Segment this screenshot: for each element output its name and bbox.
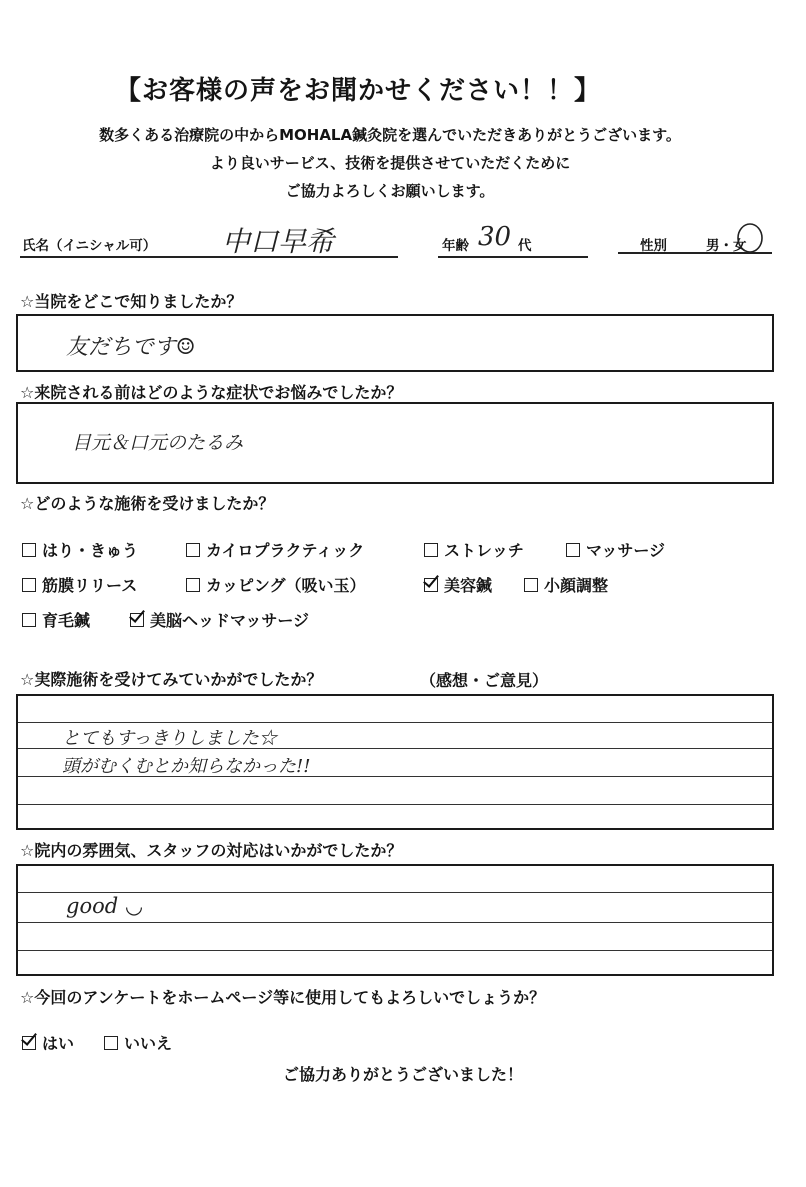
option-label: マッサージ [586, 541, 666, 560]
answer-4-line-1: とてもすっきりしました☆ [62, 728, 277, 749]
answer-box-1[interactable] [16, 314, 774, 372]
option-stretch[interactable] [424, 538, 524, 561]
ruled-line [18, 922, 772, 923]
ruled-line [18, 722, 772, 723]
option-label: カッピング（吸い玉） [206, 576, 366, 595]
checkbox[interactable] [186, 543, 200, 557]
option-fascia-release[interactable] [22, 573, 137, 596]
ruled-line [18, 950, 772, 951]
checkbox[interactable] [22, 543, 36, 557]
option-label: はい [42, 1034, 75, 1053]
gender-underline [618, 252, 772, 254]
name-label: 氏名（イニシャル可） [22, 238, 157, 254]
answer-box-5[interactable] [16, 864, 774, 976]
name-underline [20, 256, 398, 258]
age-suffix: 代 [518, 238, 532, 254]
checkbox[interactable] [104, 1036, 118, 1050]
survey-title: 【お客様の声をお聞かせください！！】 [114, 76, 601, 106]
gender-circle-mark [734, 222, 768, 256]
answer-4-line-2: 頭がむくむとか知らなかった!! [62, 756, 311, 777]
question-2: ☆来院される前はどのような症状でお悩みでしたか？ [20, 383, 403, 402]
option-head-massage[interactable] [130, 608, 309, 631]
age-label: 年齢 [442, 238, 469, 254]
intro-line-3: ご協力よろしくお願いします。 [285, 182, 495, 200]
option-label: 美脳ヘッドマッサージ [150, 611, 310, 630]
checkbox[interactable] [186, 578, 200, 592]
option-yes[interactable] [22, 1031, 74, 1054]
ruled-line [18, 804, 772, 805]
question-4: ☆実際施術を受けてみていかがでしたか？ [20, 670, 323, 689]
checkbox-checked[interactable] [424, 578, 438, 592]
checkbox-checked[interactable] [22, 1036, 36, 1050]
answer-2-text: 目元＆口元のたるみ [72, 432, 244, 454]
name-value: 中口早希 [222, 225, 335, 258]
checkbox[interactable] [524, 578, 538, 592]
question-4-note: （感想・ご意見） [420, 671, 549, 690]
option-face-adjust[interactable] [524, 573, 608, 596]
checkbox[interactable] [22, 613, 36, 627]
age-value: 30 [478, 222, 512, 252]
ruled-line [18, 892, 772, 893]
question-6: ☆今回のアンケートをホームページ等に使用してもよろしいでしょうか？ [20, 988, 546, 1007]
age-underline [438, 256, 588, 258]
option-massage[interactable] [566, 538, 665, 561]
option-label: カイロプラクティック [206, 541, 365, 560]
answer-5-text: good ◡ [66, 894, 144, 918]
option-label: 育毛鍼 [42, 611, 91, 630]
option-hari-kyu[interactable] [22, 538, 138, 561]
option-hair-growth[interactable] [22, 608, 90, 631]
gender-options: 男・女 [706, 238, 747, 254]
option-label: 小顔調整 [544, 576, 609, 595]
intro-line-2: より良いサービス、技術を提供させていただくために [209, 154, 571, 172]
checkbox[interactable] [424, 543, 438, 557]
option-no[interactable] [104, 1031, 172, 1054]
option-chiropractic[interactable] [186, 538, 364, 561]
closing-message: ご協力ありがとうございました！ [282, 1065, 523, 1084]
intro-line-1: 数多くある治療院の中からMOHALA鍼灸院を選んでいただきありがとうございます。 [99, 126, 681, 144]
option-beauty-acupuncture[interactable] [424, 573, 492, 596]
option-label: はり・きゅう [42, 541, 139, 560]
option-label: 美容鍼 [444, 576, 493, 595]
checkbox[interactable] [22, 578, 36, 592]
option-label: いいえ [124, 1034, 173, 1053]
option-label: 筋膜リリース [42, 576, 138, 595]
question-3: ☆どのような施術を受けましたか？ [20, 494, 275, 513]
option-label: ストレッチ [444, 541, 524, 560]
answer-1-text: 友だちです☺ [66, 335, 196, 360]
answer-box-4[interactable] [16, 694, 774, 830]
question-1: ☆当院をどこで知りましたか？ [20, 292, 243, 311]
gender-label: 性別 [640, 238, 667, 254]
answer-box-2[interactable] [16, 402, 774, 484]
question-5: ☆院内の雰囲気、スタッフの対応はいかがでしたか？ [20, 841, 403, 860]
option-cupping[interactable] [186, 573, 366, 596]
checkbox[interactable] [566, 543, 580, 557]
checkbox-checked[interactable] [130, 613, 144, 627]
